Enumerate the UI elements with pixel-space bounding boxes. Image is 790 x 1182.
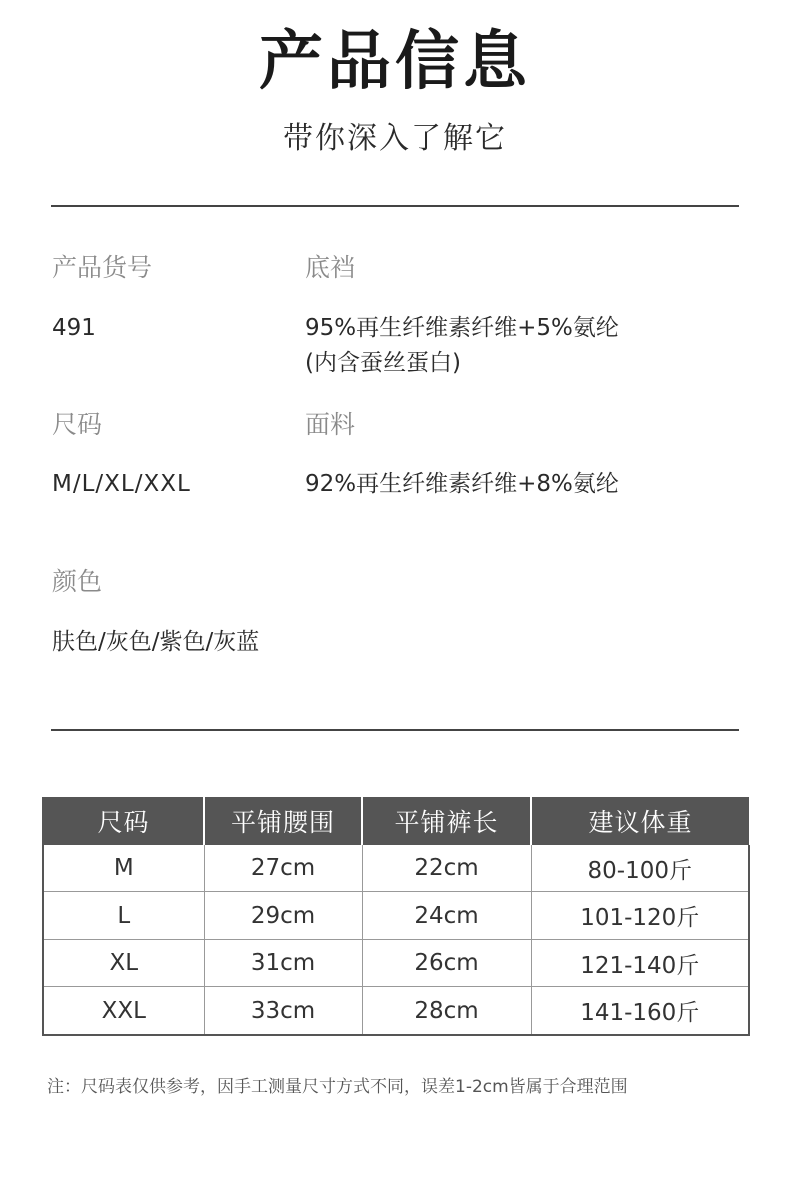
cell-size: M bbox=[43, 845, 204, 892]
header-waist: 平铺腰围 bbox=[204, 797, 362, 845]
table-row bbox=[43, 987, 749, 1035]
color-label: 颜色 bbox=[52, 567, 103, 596]
size-table bbox=[42, 797, 750, 1036]
table-row bbox=[43, 892, 749, 940]
cell-waist: 29cm bbox=[204, 892, 362, 940]
page-subtitle: 带你深入了解它 bbox=[283, 121, 507, 156]
cell-weight: 80-100斤 bbox=[531, 845, 749, 892]
table-row bbox=[43, 845, 749, 892]
cell-weight: 101-120斤 bbox=[531, 892, 749, 940]
color-value: 肤色/灰色/紫色/灰蓝 bbox=[52, 629, 260, 655]
cell-waist: 33cm bbox=[204, 987, 362, 1035]
header-size: 尺码 bbox=[43, 797, 204, 845]
fabric-label: 面料 bbox=[305, 410, 356, 439]
gusset-value-line2: (内含蚕丝蛋白) bbox=[305, 350, 461, 376]
top-divider bbox=[51, 205, 739, 207]
cell-length: 22cm bbox=[362, 845, 531, 892]
bottom-divider bbox=[51, 729, 739, 731]
size-label: 尺码 bbox=[52, 410, 103, 439]
table-header-row bbox=[43, 797, 749, 845]
header-weight: 建议体重 bbox=[531, 797, 749, 845]
cell-length: 28cm bbox=[362, 987, 531, 1035]
table-row bbox=[43, 939, 749, 987]
header-length: 平铺裤长 bbox=[362, 797, 531, 845]
cell-waist: 31cm bbox=[204, 939, 362, 987]
cell-weight: 141-160斤 bbox=[531, 987, 749, 1035]
cell-size: XL bbox=[43, 939, 204, 987]
cell-weight: 121-140斤 bbox=[531, 939, 749, 987]
cell-size: XXL bbox=[43, 987, 204, 1035]
size-note: 注：尺码表仅供参考，因手工测量尺寸方式不同，误差1-2cm皆属于合理范围 bbox=[47, 1077, 628, 1097]
fabric-value: 92%再生纤维素纤维+8%氨纶 bbox=[305, 471, 619, 497]
cell-waist: 27cm bbox=[204, 845, 362, 892]
gusset-label: 底裆 bbox=[305, 253, 356, 282]
cell-size: L bbox=[43, 892, 204, 940]
item-no-value: 491 bbox=[52, 315, 96, 341]
gusset-value-line1: 95%再生纤维素纤维+5%氨纶 bbox=[305, 315, 619, 341]
page-title: 产品信息 bbox=[259, 25, 531, 99]
cell-length: 24cm bbox=[362, 892, 531, 940]
size-value: M/L/XL/XXL bbox=[52, 471, 191, 497]
cell-length: 26cm bbox=[362, 939, 531, 987]
item-no-label: 产品货号 bbox=[52, 253, 153, 282]
